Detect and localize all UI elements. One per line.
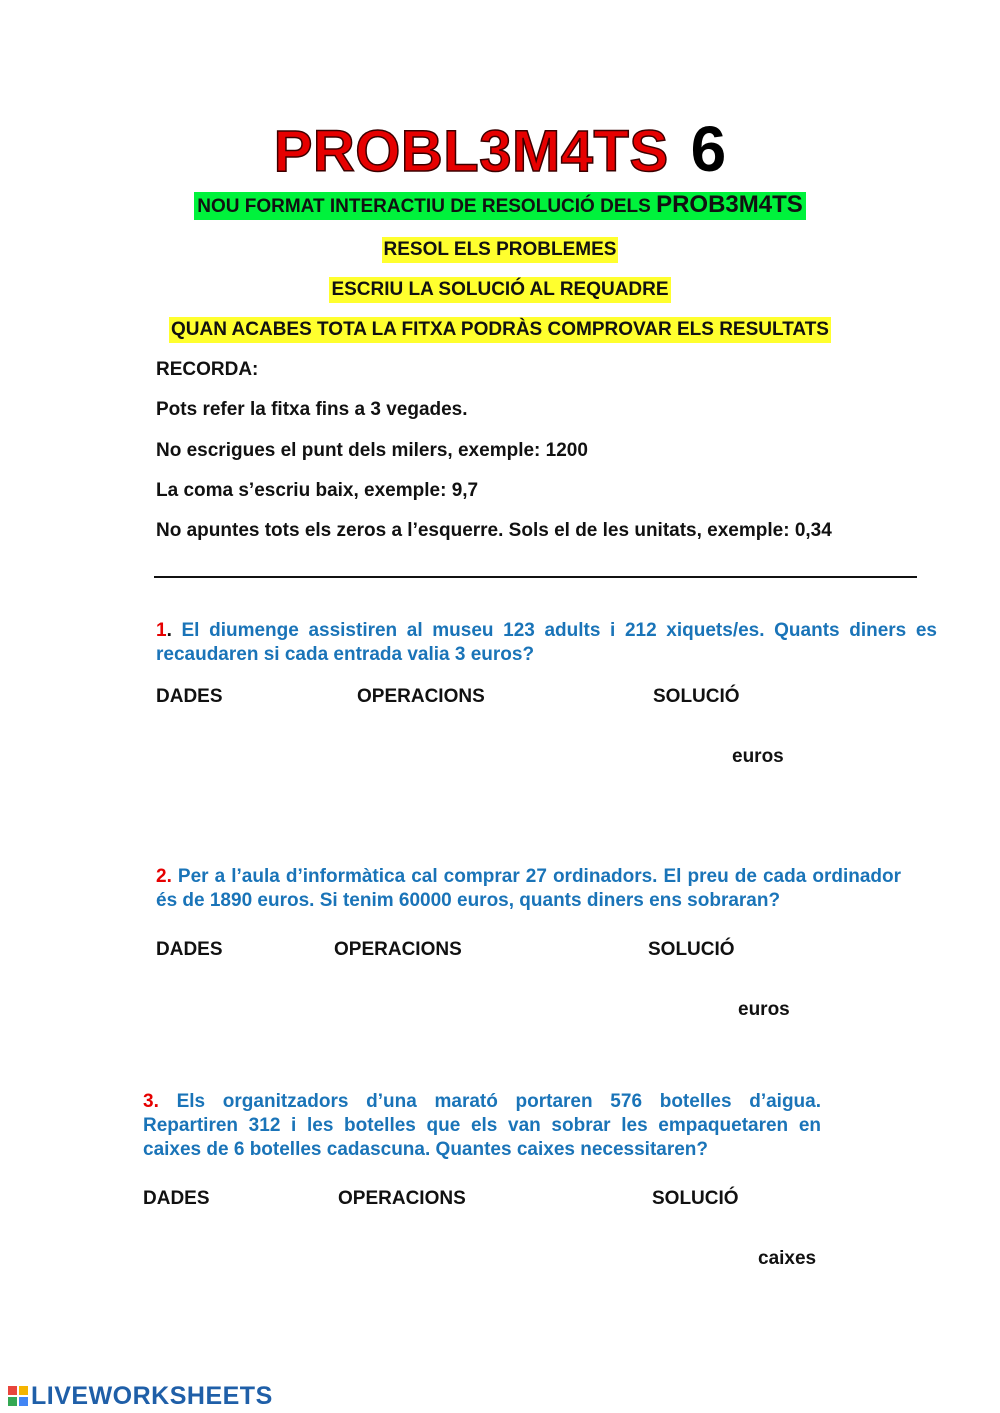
title-brand: PROBL3M4TS (273, 119, 669, 184)
solution-label: SOLUCIÓ (648, 939, 735, 960)
answer-unit: euros (738, 999, 790, 1020)
solution-label: SOLUCIÓ (653, 686, 740, 707)
problem-number: 2 (156, 866, 167, 887)
title-number: 6 (690, 113, 727, 185)
operations-label: OPERACIONS (357, 686, 485, 707)
instruction-check (0, 317, 1000, 343)
solution-label: SOLUCIÓ (652, 1188, 739, 1209)
instruction-check-text: QUAN ACABES TOTA LA FITXA PODRÀS COMPROVAR ELS RESULTATS (169, 317, 831, 343)
remember-item: La coma s’escriu baix, exemple: 9,7 (156, 480, 479, 501)
problem-text: Per a l’aula d’informàtica cal comprar 27 ordinadors. El preu de cada ordinador és de 1890 euros. Si tenim 60000 euros, quants diners ens sobraran? (156, 866, 901, 911)
answer-unit: caixes (758, 1248, 817, 1269)
problem-1: 1. El diumenge assistiren al museu 123 adults i 212 xiquets/es. Quants diners es recaudaren si cada entrada valia 3 euros? (156, 620, 938, 665)
footer-logo (8, 1381, 273, 1411)
problem-2: 2. Per a l’aula d’informàtica cal comprar 27 ordinadors. El preu de cada ordinador és de 1890 euros. Si tenim 60000 euros, quants diners ens sobraran? (156, 866, 901, 911)
instruction-solve-text: RESOL ELS PROBLEMES (382, 237, 619, 263)
format-banner (0, 192, 1000, 220)
liveworksheets-icon (8, 1386, 28, 1406)
instruction-write-text: ESCRIU LA SOLUCIÓ AL REQUADRE (329, 277, 670, 303)
data-label: DADES (156, 939, 223, 960)
problem-number: 1 (156, 620, 167, 641)
instruction-write (0, 277, 1000, 303)
divider-line (154, 576, 917, 578)
footer-brand: LIVEWORKSHEETS (31, 1381, 273, 1410)
operations-label: OPERACIONS (338, 1188, 466, 1209)
problem-text: El diumenge assistiren al museu 123 adults i 212 xiquets/es. Quants diners es recaudaren si cada entrada valia 3 euros? (156, 620, 938, 665)
remember-item: No apuntes tots els zeros a l’esquerre. Sols el de les unitats, exemple: 0,34 (156, 520, 832, 541)
problem-number: 3 (143, 1091, 154, 1112)
worksheet-title (0, 112, 1000, 186)
instruction-solve (0, 237, 1000, 263)
operations-label: OPERACIONS (334, 939, 462, 960)
remember-item: No escrigues el punt dels milers, exemple: 1200 (156, 440, 588, 461)
green-highlight (194, 192, 806, 220)
banner-brand: PROB3M4TS (656, 191, 803, 218)
data-label: DADES (156, 686, 223, 707)
answer-unit: euros (732, 746, 784, 767)
problem-3: 3. Els organitzadors d’una marató portaren 576 botelles d’aigua. Repartiren 312 i les botelles que els van sobrar les empaquetaren en caixes de 6 botelles cadascuna. Quantes caixes necessitaren? (143, 1091, 821, 1160)
data-label: DADES (143, 1188, 210, 1209)
remember-heading: RECORDA: (156, 359, 259, 380)
remember-item: Pots refer la fitxa fins a 3 vegades. (156, 399, 468, 420)
banner-text: NOU FORMAT INTERACTIU DE RESOLUCIÓ DELS (197, 196, 651, 217)
problem-text: Els organitzadors d’una marató portaren 576 botelles d’aigua. Repartiren 312 i les botelles que els van sobrar les empaquetaren en caixes de 6 botelles cadascuna. Quantes caixes necessitaren? (143, 1091, 821, 1160)
